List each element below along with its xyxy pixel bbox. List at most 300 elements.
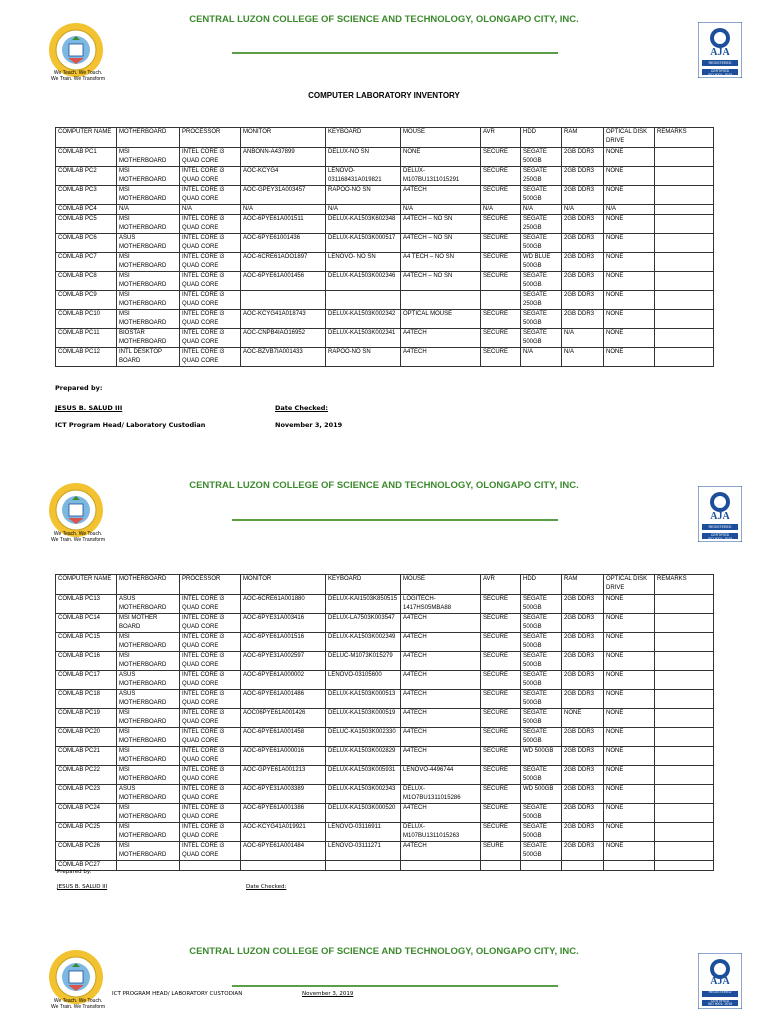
table-cell: SECURE [481, 329, 521, 348]
table-row [56, 348, 714, 367]
table-cell [655, 234, 714, 253]
table-cell: INTEL CORE i3 QUAD CORE [180, 253, 241, 272]
table-cell: RAPOO-NO SN [326, 348, 401, 367]
column-header: COMPUTER NAME [56, 128, 117, 148]
table-cell: INTEL CORE i3 QUAD CORE [180, 234, 241, 253]
date-checked-value: November 3, 2019 [275, 421, 343, 429]
table-row [56, 186, 714, 205]
table-cell: MSI MOTHERBOARD [117, 709, 180, 728]
motto [38, 998, 118, 1010]
prepared-by-label: Prepared by: [55, 384, 103, 392]
table-cell: DELUX-M1O7BU1311015286 [401, 785, 481, 804]
table-cell: A4TECH [401, 804, 481, 823]
table-cell: LENOVO-4496744 [401, 766, 481, 785]
table-cell: INTEL CORE i3 QUAD CORE [180, 348, 241, 367]
column-header: HDD [521, 575, 562, 595]
table-cell: MSI MOTHERBOARD [117, 167, 180, 186]
table-cell: NONE [604, 329, 655, 348]
table-cell: 2GB DDR3 [562, 148, 604, 167]
table-cell: INTEL CORE i3 QUAD CORE [180, 766, 241, 785]
table-cell: 2GB DDR3 [562, 234, 604, 253]
table-cell [481, 861, 521, 871]
aja-registered: REGISTERED [708, 61, 732, 65]
table-cell: COMLAB PC5 [56, 215, 117, 234]
table-cell: SECURE [481, 766, 521, 785]
table-cell: SEGATE 500GB [521, 310, 562, 329]
table-row [56, 148, 714, 167]
table-cell: N/A [241, 205, 326, 215]
table-cell: A4TECH – NO SN [401, 272, 481, 291]
table-row [56, 690, 714, 709]
table-cell [655, 652, 714, 671]
table-cell: INTEL CORE i3 QUAD CORE [180, 595, 241, 614]
table-cell: WD BLUE 500GB [521, 253, 562, 272]
column-header: REMARKS [655, 128, 714, 148]
table-cell: 2GB DDR3 [562, 272, 604, 291]
table-cell: A4TECH [401, 186, 481, 205]
college-seal-icon [48, 482, 104, 538]
table-cell: MSI MOTHERBOARD [117, 652, 180, 671]
table-cell: NONE [604, 747, 655, 766]
table-cell: LOGITECH-1417HS05MBA88 [401, 595, 481, 614]
table-cell: DELUX-KA1503K002829 [326, 747, 401, 766]
table-cell: 2GB DDR3 [562, 652, 604, 671]
inventory-table-1 [55, 127, 714, 367]
table-cell: AOC-KCYG41A019921 [241, 823, 326, 842]
table-cell: SEGATE 500GB [521, 148, 562, 167]
table-cell: SECURE [481, 595, 521, 614]
table-cell: INTEL CORE i3 QUAD CORE [180, 690, 241, 709]
table-cell: 2GB DDR3 [562, 747, 604, 766]
table-cell [655, 728, 714, 747]
table-cell: SEGATE 500GB [521, 234, 562, 253]
column-header: MONITOR [241, 128, 326, 148]
table-cell: N/A [481, 205, 521, 215]
table-row [56, 728, 714, 747]
table-cell: MSI MOTHER BOARD [117, 614, 180, 633]
table-cell: AOC-6PYE61A001458 [241, 728, 326, 747]
table-cell: AOC-6PYE31A003389 [241, 785, 326, 804]
table-cell: 2GB DDR3 [562, 186, 604, 205]
table-cell: SEGATE 500GB [521, 272, 562, 291]
table-cell: MSI MOTHERBOARD [117, 842, 180, 861]
table-cell: COMLAB PC4 [56, 205, 117, 215]
table-cell: N/A [401, 205, 481, 215]
table-cell: SECURE [481, 186, 521, 205]
table-cell: SEGATE 500GB [521, 614, 562, 633]
table-cell: A4TECH [401, 614, 481, 633]
table-cell: N/A [521, 348, 562, 367]
table-cell: INTEL CORE i3 QUAD CORE [180, 823, 241, 842]
table-cell [655, 348, 714, 367]
table-row [56, 823, 714, 842]
table-cell: AOC-6PYE61A000002 [241, 671, 326, 690]
table-cell: SEGATE 500GB [521, 690, 562, 709]
table-cell: SECURE [481, 785, 521, 804]
table-row [56, 234, 714, 253]
table-cell: AOC-6PYE31A002597 [241, 652, 326, 671]
table-row [56, 671, 714, 690]
table-cell [655, 785, 714, 804]
table-cell: INTEL CORE i3 QUAD CORE [180, 842, 241, 861]
table-cell: DELUX-KAI1503K850515 [326, 595, 401, 614]
column-header: RAM [562, 575, 604, 595]
column-header: MOUSE [401, 128, 481, 148]
aja-certified: CERTIFIED [710, 533, 730, 537]
table-cell: COMLAB PC7 [56, 253, 117, 272]
table-cell: COMLAB PC20 [56, 728, 117, 747]
table-cell [117, 861, 180, 871]
table-cell: 2GB DDR3 [562, 291, 604, 310]
table-cell: ASUS MOTHERBOARD [117, 671, 180, 690]
table-cell: SEGATE 500GB [521, 766, 562, 785]
table-cell: SEGATE 250GB [521, 215, 562, 234]
table-cell: MSI MOTHERBOARD [117, 728, 180, 747]
table-cell: AOC-6PYE61001436 [241, 234, 326, 253]
table-cell: NONE [604, 272, 655, 291]
table-cell: SEGATE 500GB [521, 633, 562, 652]
table-cell: NONE [604, 804, 655, 823]
table-cell: COMLAB PC23 [56, 785, 117, 804]
table-cell [655, 167, 714, 186]
table-cell: COMLAB PC11 [56, 329, 117, 348]
table-cell: 2GB DDR3 [562, 671, 604, 690]
table-cell [241, 291, 326, 310]
table-cell: INTEL CORE i3 QUAD CORE [180, 310, 241, 329]
aja-iso: ISO 9001: 2015 [707, 537, 733, 541]
table-cell: N/A [604, 205, 655, 215]
table-cell: AOC-6CRE61A001880 [241, 595, 326, 614]
table-cell: MSI MOTHERBOARD [117, 823, 180, 842]
table-row [56, 804, 714, 823]
table-cell: SECURE [481, 148, 521, 167]
table-row [56, 747, 714, 766]
table-cell: COMLAB PC22 [56, 766, 117, 785]
motto-line-1: We Teach. We Touch. [53, 998, 103, 1004]
table-cell: A4TECH [401, 652, 481, 671]
table-cell: INTEL CORE i3 QUAD CORE [180, 215, 241, 234]
table-row [56, 652, 714, 671]
table-cell: INTEL CORE i3 QUAD CORE [180, 804, 241, 823]
table-cell: MSI MOTHERBOARD [117, 148, 180, 167]
aja-iso: ISO 9001: 2015 [707, 73, 733, 77]
table-cell [655, 272, 714, 291]
table-cell [655, 766, 714, 785]
table-cell: INTL DESKTOP BOARD [117, 348, 180, 367]
table-cell: SEGATE 500GB [521, 186, 562, 205]
table-cell [326, 291, 401, 310]
table-cell: NONE [604, 671, 655, 690]
table-cell [655, 215, 714, 234]
table-cell: SEGATE 500GB [521, 804, 562, 823]
college-name: CENTRAL LUZON COLLEGE OF SCIENCE AND TECHNOLOGY, OLONGAPO CITY, INC. [189, 946, 579, 957]
table-cell: DELUX-KA1503K000513 [326, 690, 401, 709]
table-cell: SEGATE 250GB [521, 291, 562, 310]
table-cell: DELUX-NO SN [326, 148, 401, 167]
table-cell: ASUS MOTHERBOARD [117, 785, 180, 804]
table-cell: COMLAB PC10 [56, 310, 117, 329]
table-cell: A4TECH [401, 633, 481, 652]
table-cell: A4TECH [401, 842, 481, 861]
table-cell: 2GB DDR3 [562, 253, 604, 272]
inventory-table-2 [55, 574, 714, 871]
table-cell: SECURE [481, 728, 521, 747]
motto-line-1: We Teach. We Touch. [53, 70, 103, 76]
table-cell: COMLAB PC26 [56, 842, 117, 861]
table-cell: 2GB DDR3 [562, 785, 604, 804]
table-cell: A4TECH [401, 709, 481, 728]
column-header: KEYBOARD [326, 575, 401, 595]
table-cell [655, 329, 714, 348]
table-cell: 2GB DDR3 [562, 633, 604, 652]
table-cell: NONE [604, 823, 655, 842]
table-cell: COMLAB PC13 [56, 595, 117, 614]
table-cell [604, 861, 655, 871]
table-cell: SECURE [481, 253, 521, 272]
table-cell: COMLAB PC3 [56, 186, 117, 205]
table-cell: AOC-6PYE61A000016 [241, 747, 326, 766]
table-cell: DELUX-KA1503K000517 [326, 234, 401, 253]
table-cell: MSI MOTHERBOARD [117, 253, 180, 272]
table-cell: COMLAB PC2 [56, 167, 117, 186]
table-cell: NONE [604, 595, 655, 614]
table-cell: SECURE [481, 804, 521, 823]
table-cell: COMLAB PC17 [56, 671, 117, 690]
table-cell: SECURE [481, 690, 521, 709]
table-cell: AOC-GPYE61A001213 [241, 766, 326, 785]
preparer-name: JESUS B. SALUD III [57, 884, 108, 890]
table-cell: DELUX-KA1503K000519 [326, 709, 401, 728]
table-cell: MSI MOTHERBOARD [117, 215, 180, 234]
table-cell: AOC-6PYE31A003416 [241, 614, 326, 633]
motto [38, 531, 118, 543]
table-cell: 2GB DDR3 [562, 614, 604, 633]
table-row [56, 842, 714, 861]
table-cell: NONE [604, 785, 655, 804]
table-cell: NONE [604, 842, 655, 861]
table-cell [241, 861, 326, 871]
table-row [56, 272, 714, 291]
table-cell: INTEL CORE i3 QUAD CORE [180, 709, 241, 728]
table-cell: 2GB DDR3 [562, 728, 604, 747]
table-row [56, 215, 714, 234]
table-cell: SECURE [481, 709, 521, 728]
table-cell: WD 500GB [521, 785, 562, 804]
table-cell: INTEL CORE i3 QUAD CORE [180, 747, 241, 766]
table-cell: NONE [604, 652, 655, 671]
table-cell [655, 205, 714, 215]
table-cell: LENOVO-03105600 [326, 671, 401, 690]
doc-title: COMPUTER LABORATORY INVENTORY [308, 91, 460, 100]
table-cell: NONE [604, 291, 655, 310]
table-cell: INTEL CORE i3 QUAD CORE [180, 148, 241, 167]
table-cell: NONE [604, 148, 655, 167]
column-header: MOTHERBOARD [117, 128, 180, 148]
table-cell: NONE [604, 709, 655, 728]
table-cell: MSI MOTHERBOARD [117, 747, 180, 766]
table-cell: SECURE [481, 272, 521, 291]
table-cell: N/A [521, 205, 562, 215]
table-cell: AOC-6CRE61AOO1897 [241, 253, 326, 272]
header-page-1 [0, 0, 768, 100]
table-cell: DELUX-KA1503K002343 [326, 785, 401, 804]
table-cell: AOC-6PYE61A001486 [241, 690, 326, 709]
table-cell: SECURE [481, 310, 521, 329]
table-cell: AOC06PYE61A001426 [241, 709, 326, 728]
table-cell: AOC-KCYG41A018743 [241, 310, 326, 329]
column-header: AVR [481, 128, 521, 148]
column-header: MOUSE [401, 575, 481, 595]
green-rule [232, 52, 558, 54]
table-cell: NONE [604, 215, 655, 234]
table-cell: AOC-BZVB7IA001433 [241, 348, 326, 367]
table-row [56, 291, 714, 310]
table-cell: AOC-6PYE61A001516 [241, 633, 326, 652]
table-cell: SECURE [481, 671, 521, 690]
table-cell: SEGATE 500GB [521, 671, 562, 690]
table-cell: DELUC-M1073K015279 [326, 652, 401, 671]
table-cell [655, 823, 714, 842]
table-cell: DELUX-KA1503K002341 [326, 329, 401, 348]
table-cell: DELUX-KA1503K000520 [326, 804, 401, 823]
table-cell [655, 633, 714, 652]
table-cell [655, 310, 714, 329]
table-cell: COMLAB PC6 [56, 234, 117, 253]
table-cell: SECURE [481, 633, 521, 652]
motto-line-2: We Train. We Transform [51, 1004, 105, 1010]
column-header: KEYBOARD [326, 128, 401, 148]
table-cell [655, 804, 714, 823]
table-cell: BIOSTAR MOTHERBOARD [117, 329, 180, 348]
table-cell: AOC-GPEY31A003457 [241, 186, 326, 205]
column-header: PROCESSOR [180, 128, 241, 148]
table-cell: SECURE [481, 652, 521, 671]
table-cell [481, 291, 521, 310]
column-header: RAM [562, 128, 604, 148]
table-cell: MSI MOTHERBOARD [117, 291, 180, 310]
table-cell: INTEL CORE i3 QUAD CORE [180, 272, 241, 291]
table-cell: MSI MOTHERBOARD [117, 272, 180, 291]
column-header: COMPUTER NAME [56, 575, 117, 595]
aja-certified: CERTIFIED [710, 69, 730, 73]
table-cell: NONE [604, 234, 655, 253]
table-cell: AOC-6PYE61A001511 [241, 215, 326, 234]
table-cell: SECURE [481, 614, 521, 633]
table-cell [326, 861, 401, 871]
table-cell: A4TECH [401, 728, 481, 747]
table-cell: COMLAB PC14 [56, 614, 117, 633]
aja-registered: REGISTERED [708, 525, 732, 529]
table-cell: COMLAB PC19 [56, 709, 117, 728]
table-cell: LENOVO-031168431A019821 [326, 167, 401, 186]
table-cell: SEGATE 500GB [521, 728, 562, 747]
table-cell: 2GB DDR3 [562, 766, 604, 785]
table-cell: 2GB DDR3 [562, 167, 604, 186]
table-cell: SEGATE 500GB [521, 329, 562, 348]
table-cell: ANBONN-A437899 [241, 148, 326, 167]
table-cell: MSI MOTHERBOARD [117, 186, 180, 205]
column-header: OPTICAL DISK DRIVE [604, 575, 655, 595]
table-cell [655, 186, 714, 205]
table-cell: SEGATE 500GB [521, 709, 562, 728]
table-cell [655, 747, 714, 766]
motto-line-1: We Teach. We Touch. [53, 531, 103, 537]
table-cell: SECURE [481, 215, 521, 234]
table-cell: DELUX-M107BU1311015291 [401, 167, 481, 186]
table-cell: A4TECH [401, 690, 481, 709]
column-header: AVR [481, 575, 521, 595]
table-cell: 2GB DDR3 [562, 310, 604, 329]
column-header: REMARKS [655, 575, 714, 595]
table-cell: SEGATE 500GB [521, 823, 562, 842]
table-cell: 2GB DDR3 [562, 595, 604, 614]
table-cell [401, 291, 481, 310]
table-cell [401, 861, 481, 871]
table-cell: SEGATE 500GB [521, 595, 562, 614]
table-cell [562, 861, 604, 871]
table-cell: N/A [117, 205, 180, 215]
table-row [56, 595, 714, 614]
table-cell: NONE [562, 709, 604, 728]
table-cell: INTEL CORE i3 QUAD CORE [180, 291, 241, 310]
table-cell: INTEL CORE i3 QUAD CORE [180, 728, 241, 747]
table-row [56, 861, 714, 871]
table-cell: NONE [604, 310, 655, 329]
table-cell: COMLAB PC21 [56, 747, 117, 766]
table-cell: INTEL CORE i3 QUAD CORE [180, 671, 241, 690]
table-cell: N/A [326, 205, 401, 215]
aja-registered: REGISTERED [708, 990, 732, 994]
table-cell: A4TECH [401, 348, 481, 367]
table-cell: INTEL CORE i3 QUAD CORE [180, 652, 241, 671]
table-cell [180, 861, 241, 871]
table-cell: N/A [562, 329, 604, 348]
table-cell: COMLAB PC12 [56, 348, 117, 367]
table-cell: COMLAB PC9 [56, 291, 117, 310]
table-cell: INTEL CORE i3 QUAD CORE [180, 614, 241, 633]
table-cell: COMLAB PC24 [56, 804, 117, 823]
table-cell: MSI MOTHERBOARD [117, 633, 180, 652]
footer-title: ICT PROGRAM HEAD/ LABORATORY CUSTODIAN [112, 991, 243, 997]
table-header-row [56, 575, 714, 595]
table-cell: SECURE [481, 167, 521, 186]
column-header: MONITOR [241, 575, 326, 595]
table-cell: INTEL CORE i3 QUAD CORE [180, 329, 241, 348]
table-cell: DELUX-KA1503K602348 [326, 215, 401, 234]
table-row [56, 329, 714, 348]
motto-line-2: We Train. We Transform [51, 537, 105, 543]
table-cell: AOC-6PYE61A001484 [241, 842, 326, 861]
table-cell: NONE [604, 348, 655, 367]
table-cell: N/A [180, 205, 241, 215]
header-page-3 [0, 930, 768, 1024]
green-rule [232, 985, 558, 987]
table-cell: 2GB DDR3 [562, 842, 604, 861]
table-row [56, 205, 714, 215]
aja-certified: CERTIFIED [710, 999, 730, 1003]
table-cell: COMLAB PC15 [56, 633, 117, 652]
table-cell: DELUC-KA1503K002330 [326, 728, 401, 747]
table-row [56, 167, 714, 186]
table-cell: INTEL CORE i3 QUAD CORE [180, 186, 241, 205]
table-cell: 2GB DDR3 [562, 690, 604, 709]
table-cell [655, 842, 714, 861]
table-row [56, 633, 714, 652]
column-header: PROCESSOR [180, 575, 241, 595]
table-row [56, 766, 714, 785]
table-cell: A4TECH [401, 671, 481, 690]
green-rule [232, 519, 558, 521]
